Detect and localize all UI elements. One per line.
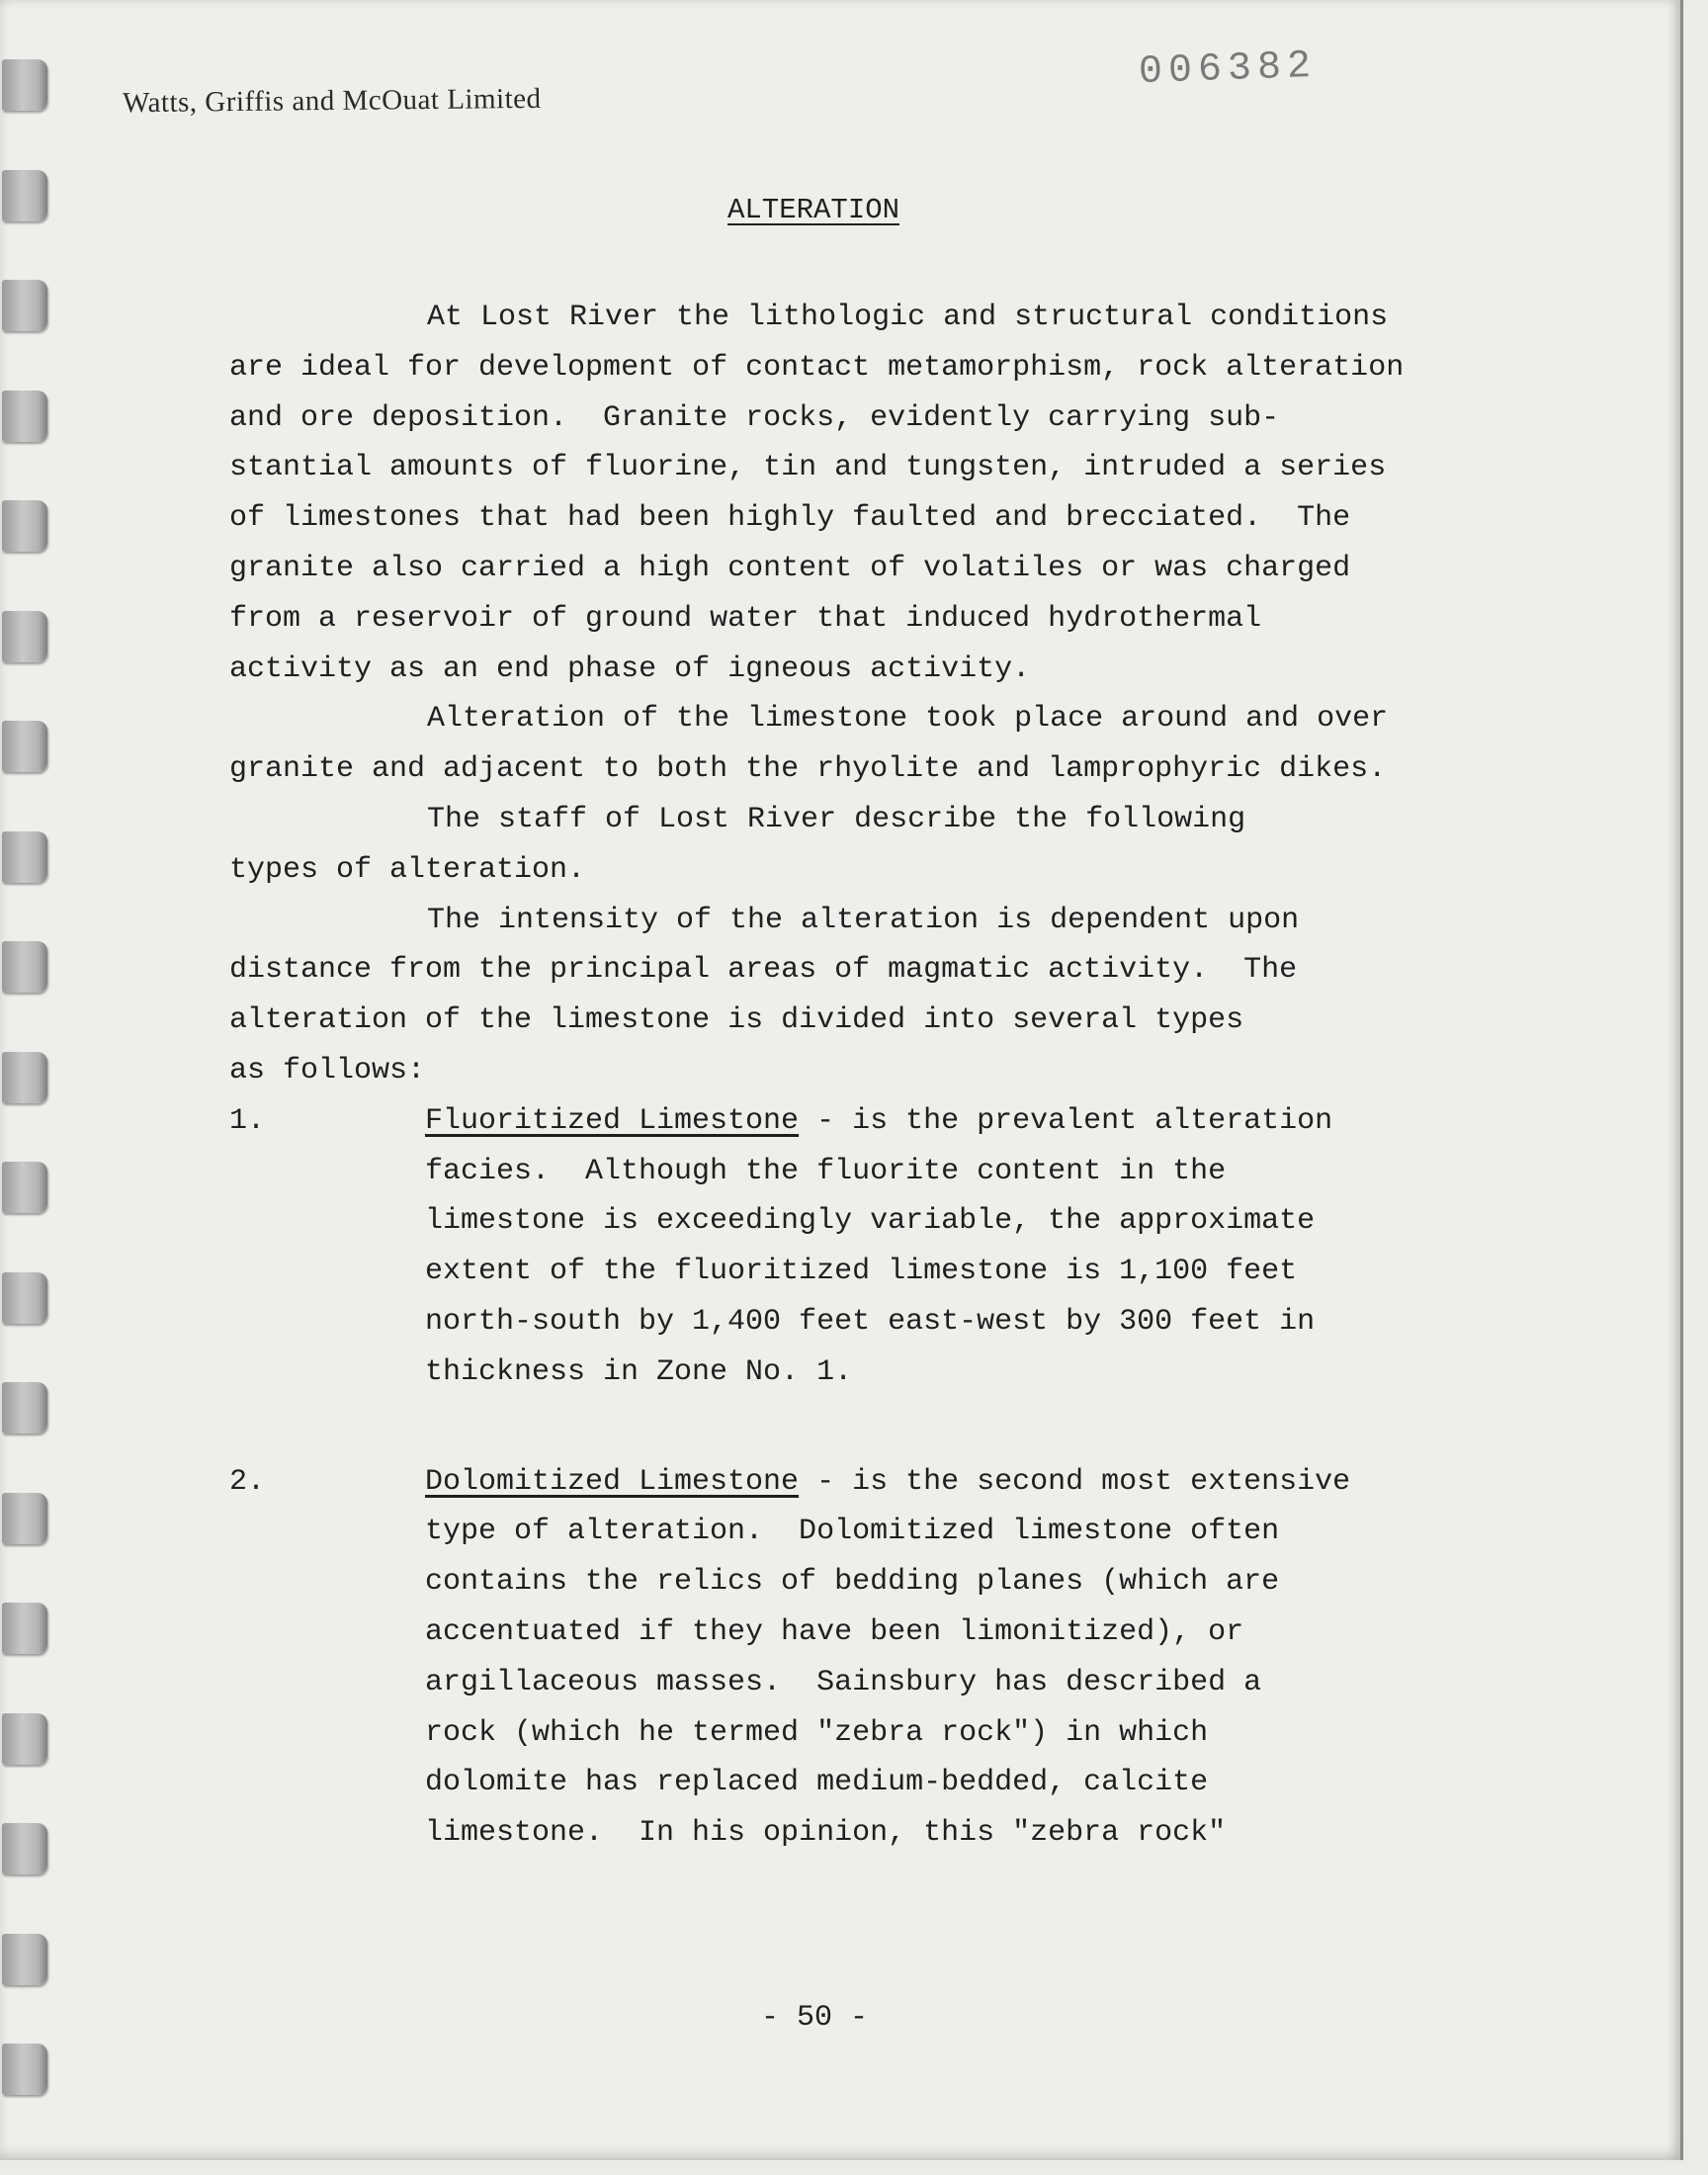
text-line: limestone. In his opinion, this "zebra rock" (425, 1816, 1227, 1851)
page-number: - 50 - (761, 2001, 869, 2035)
list-item-text (425, 1096, 1554, 1398)
binding-ring (2, 1382, 47, 1434)
list-item (229, 1096, 1554, 1398)
paragraph (229, 795, 1554, 896)
list-item-term: Fluoritized Limestone (425, 1103, 800, 1138)
text-line: as follows: (229, 1053, 426, 1088)
text-line: thickness in Zone No. 1. (425, 1354, 853, 1389)
binding-ring (2, 1603, 47, 1654)
document-stamp-number: 006382 (1138, 44, 1318, 96)
binding-ring (2, 1823, 47, 1874)
list-item-number: 2. (229, 1464, 266, 1499)
binding-ring (2, 1934, 47, 1985)
paragraph (229, 293, 1554, 694)
text-line: type of alteration. Dolomitized limestone often (425, 1515, 1280, 1549)
letterhead: Watts, Griffis and McOuat Limited (122, 82, 542, 120)
text-line: of limestones that had been highly faulted and brecciated. The (229, 501, 1351, 536)
text-line: granite also carried a high content of volatiles or was charged (229, 551, 1351, 585)
text-line: Alteration of the limestone took place around and over (427, 702, 1389, 737)
binding-ring (2, 721, 47, 772)
binding-ring (2, 2044, 47, 2095)
binding-ring (2, 500, 47, 552)
paragraph (229, 694, 1554, 795)
text-line: accentuated if they have been limonitized), or (425, 1614, 1244, 1649)
spiral-binding (0, 59, 51, 2135)
list-item-first-line: - is the second most extensive (799, 1464, 1351, 1499)
text-line: dolomite has replaced medium-bedded, calcite (425, 1766, 1209, 1800)
binding-ring (2, 59, 47, 111)
paragraph (229, 896, 1554, 1096)
section-title: ALTERATION (727, 194, 900, 226)
text-line: north-south by 1,400 feet east-west by 300 feet in (425, 1304, 1316, 1339)
text-line: activity as an end phase of igneous activity. (229, 652, 1031, 686)
text-line: rock (which he termed "zebra rock") in which (425, 1715, 1209, 1750)
binding-ring (2, 391, 47, 442)
text-line (425, 1096, 1554, 1147)
binding-ring (2, 1052, 47, 1103)
text-line: types of alteration. (229, 852, 586, 887)
list-item-first-line: - is the prevalent alteration (799, 1103, 1333, 1138)
text-line: limestone is exceedingly variable, the approximate (425, 1204, 1316, 1239)
text-line: alteration of the limestone is divided into several types (229, 1003, 1244, 1038)
text-line: granite and adjacent to both the rhyolite and lamprophyric dikes. (229, 752, 1387, 787)
list-item-term: Dolomitized Limestone (425, 1464, 800, 1499)
text-line: facies. Although the fluorite content in the (425, 1154, 1227, 1188)
text-line: contains the relics of bedding planes (which are (425, 1565, 1280, 1600)
list-item (229, 1457, 1554, 1859)
binding-ring (2, 1162, 47, 1213)
text-line: argillaceous masses. Sainsbury has described a (425, 1665, 1262, 1699)
binding-ring (2, 941, 47, 993)
binding-ring (2, 831, 47, 883)
text-line: extent of the fluoritized limestone is 1,100 feet (425, 1255, 1298, 1289)
list-item-number: 1. (229, 1103, 266, 1138)
spacer (229, 1398, 1554, 1457)
binding-ring (2, 1493, 47, 1544)
text-line: At Lost River the lithologic and structural conditions (427, 301, 1389, 334)
text-line: The staff of Lost River describe the following (427, 802, 1246, 836)
text-line (425, 1457, 1554, 1508)
text-line: The intensity of the alteration is dependent upon (427, 903, 1300, 937)
binding-ring (2, 280, 47, 331)
text-line: distance from the principal areas of magmatic activity. The (229, 953, 1298, 988)
binding-ring (2, 1713, 47, 1765)
text-line: stantial amounts of fluorine, tin and tungsten, intruded a series (229, 451, 1387, 485)
text-line: and ore deposition. Granite rocks, evidently carrying sub- (229, 400, 1280, 435)
text-line: are ideal for development of contact metamorphism, rock alteration (229, 350, 1405, 385)
text-line: from a reservoir of ground water that induced hydrothermal (229, 601, 1262, 636)
binding-ring (2, 611, 47, 662)
binding-ring (2, 1272, 47, 1324)
binding-ring (2, 170, 47, 221)
body-text (229, 293, 1554, 1859)
list-item-text (425, 1457, 1554, 1859)
